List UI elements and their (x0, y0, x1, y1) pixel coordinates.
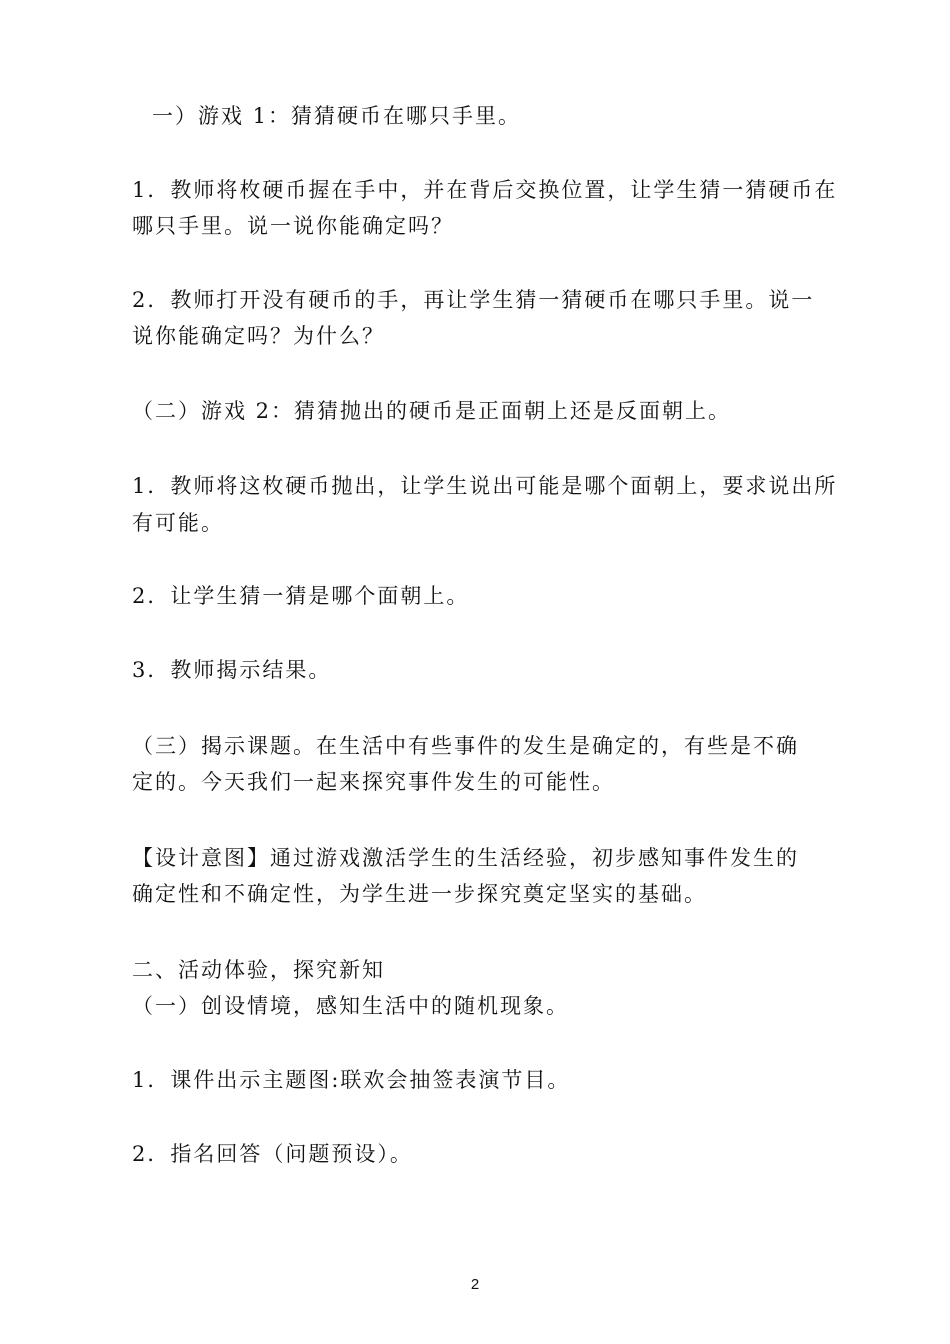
paragraph-line: 哪只手里。说一说你能确定吗？ (132, 214, 454, 238)
paragraph-line: 1．教师将这枚硬币抛出，让学生说出可能是哪个面朝上，要求说出所 (132, 474, 838, 498)
paragraph-line: 一）游戏 1：猜猜硬币在哪只手里。 (152, 104, 522, 128)
paragraph-line: 2．指名回答（问题预设）。 (132, 1142, 413, 1166)
paragraph-line: （三）揭示课题。在生活中有些事件的发生是确定的，有些是不确 (132, 734, 799, 758)
paragraph-line: 定的。今天我们一起来探究事件发生的可能性。 (132, 770, 615, 794)
paragraph-line: 2．教师打开没有硬币的手，再让学生猜一猜硬币在哪只手里。说一 (132, 288, 815, 312)
paragraph-line: 3．教师揭示结果。 (132, 658, 332, 682)
section-heading: 二、活动体验，探究新知 (132, 958, 385, 982)
paragraph-line: 确定性和不确定性，为学生进一步探究奠定坚实的基础。 (132, 882, 707, 906)
paragraph-line: 说你能确定吗？为什么？ (132, 324, 385, 348)
paragraph-line: 有可能。 (132, 511, 224, 535)
paragraph-line: 【设计意图】通过游戏激活学生的生活经验，初步感知事件发生的 (132, 846, 799, 870)
paragraph-line: 1．教师将枚硬币握在手中，并在背后交换位置，让学生猜一猜硬币在 (132, 178, 838, 202)
paragraph-line: 2．让学生猜一猜是哪个面朝上。 (132, 584, 470, 608)
page-number: 2 (470, 1276, 480, 1293)
paragraph-line: （一）创设情境，感知生活中的随机现象。 (132, 994, 569, 1018)
paragraph-line: 1．课件出示主题图:联欢会抽签表演节目。 (132, 1068, 571, 1092)
paragraph-line: （二）游戏 2：猜猜抛出的硬币是正面朝上还是反面朝上。 (132, 399, 732, 423)
